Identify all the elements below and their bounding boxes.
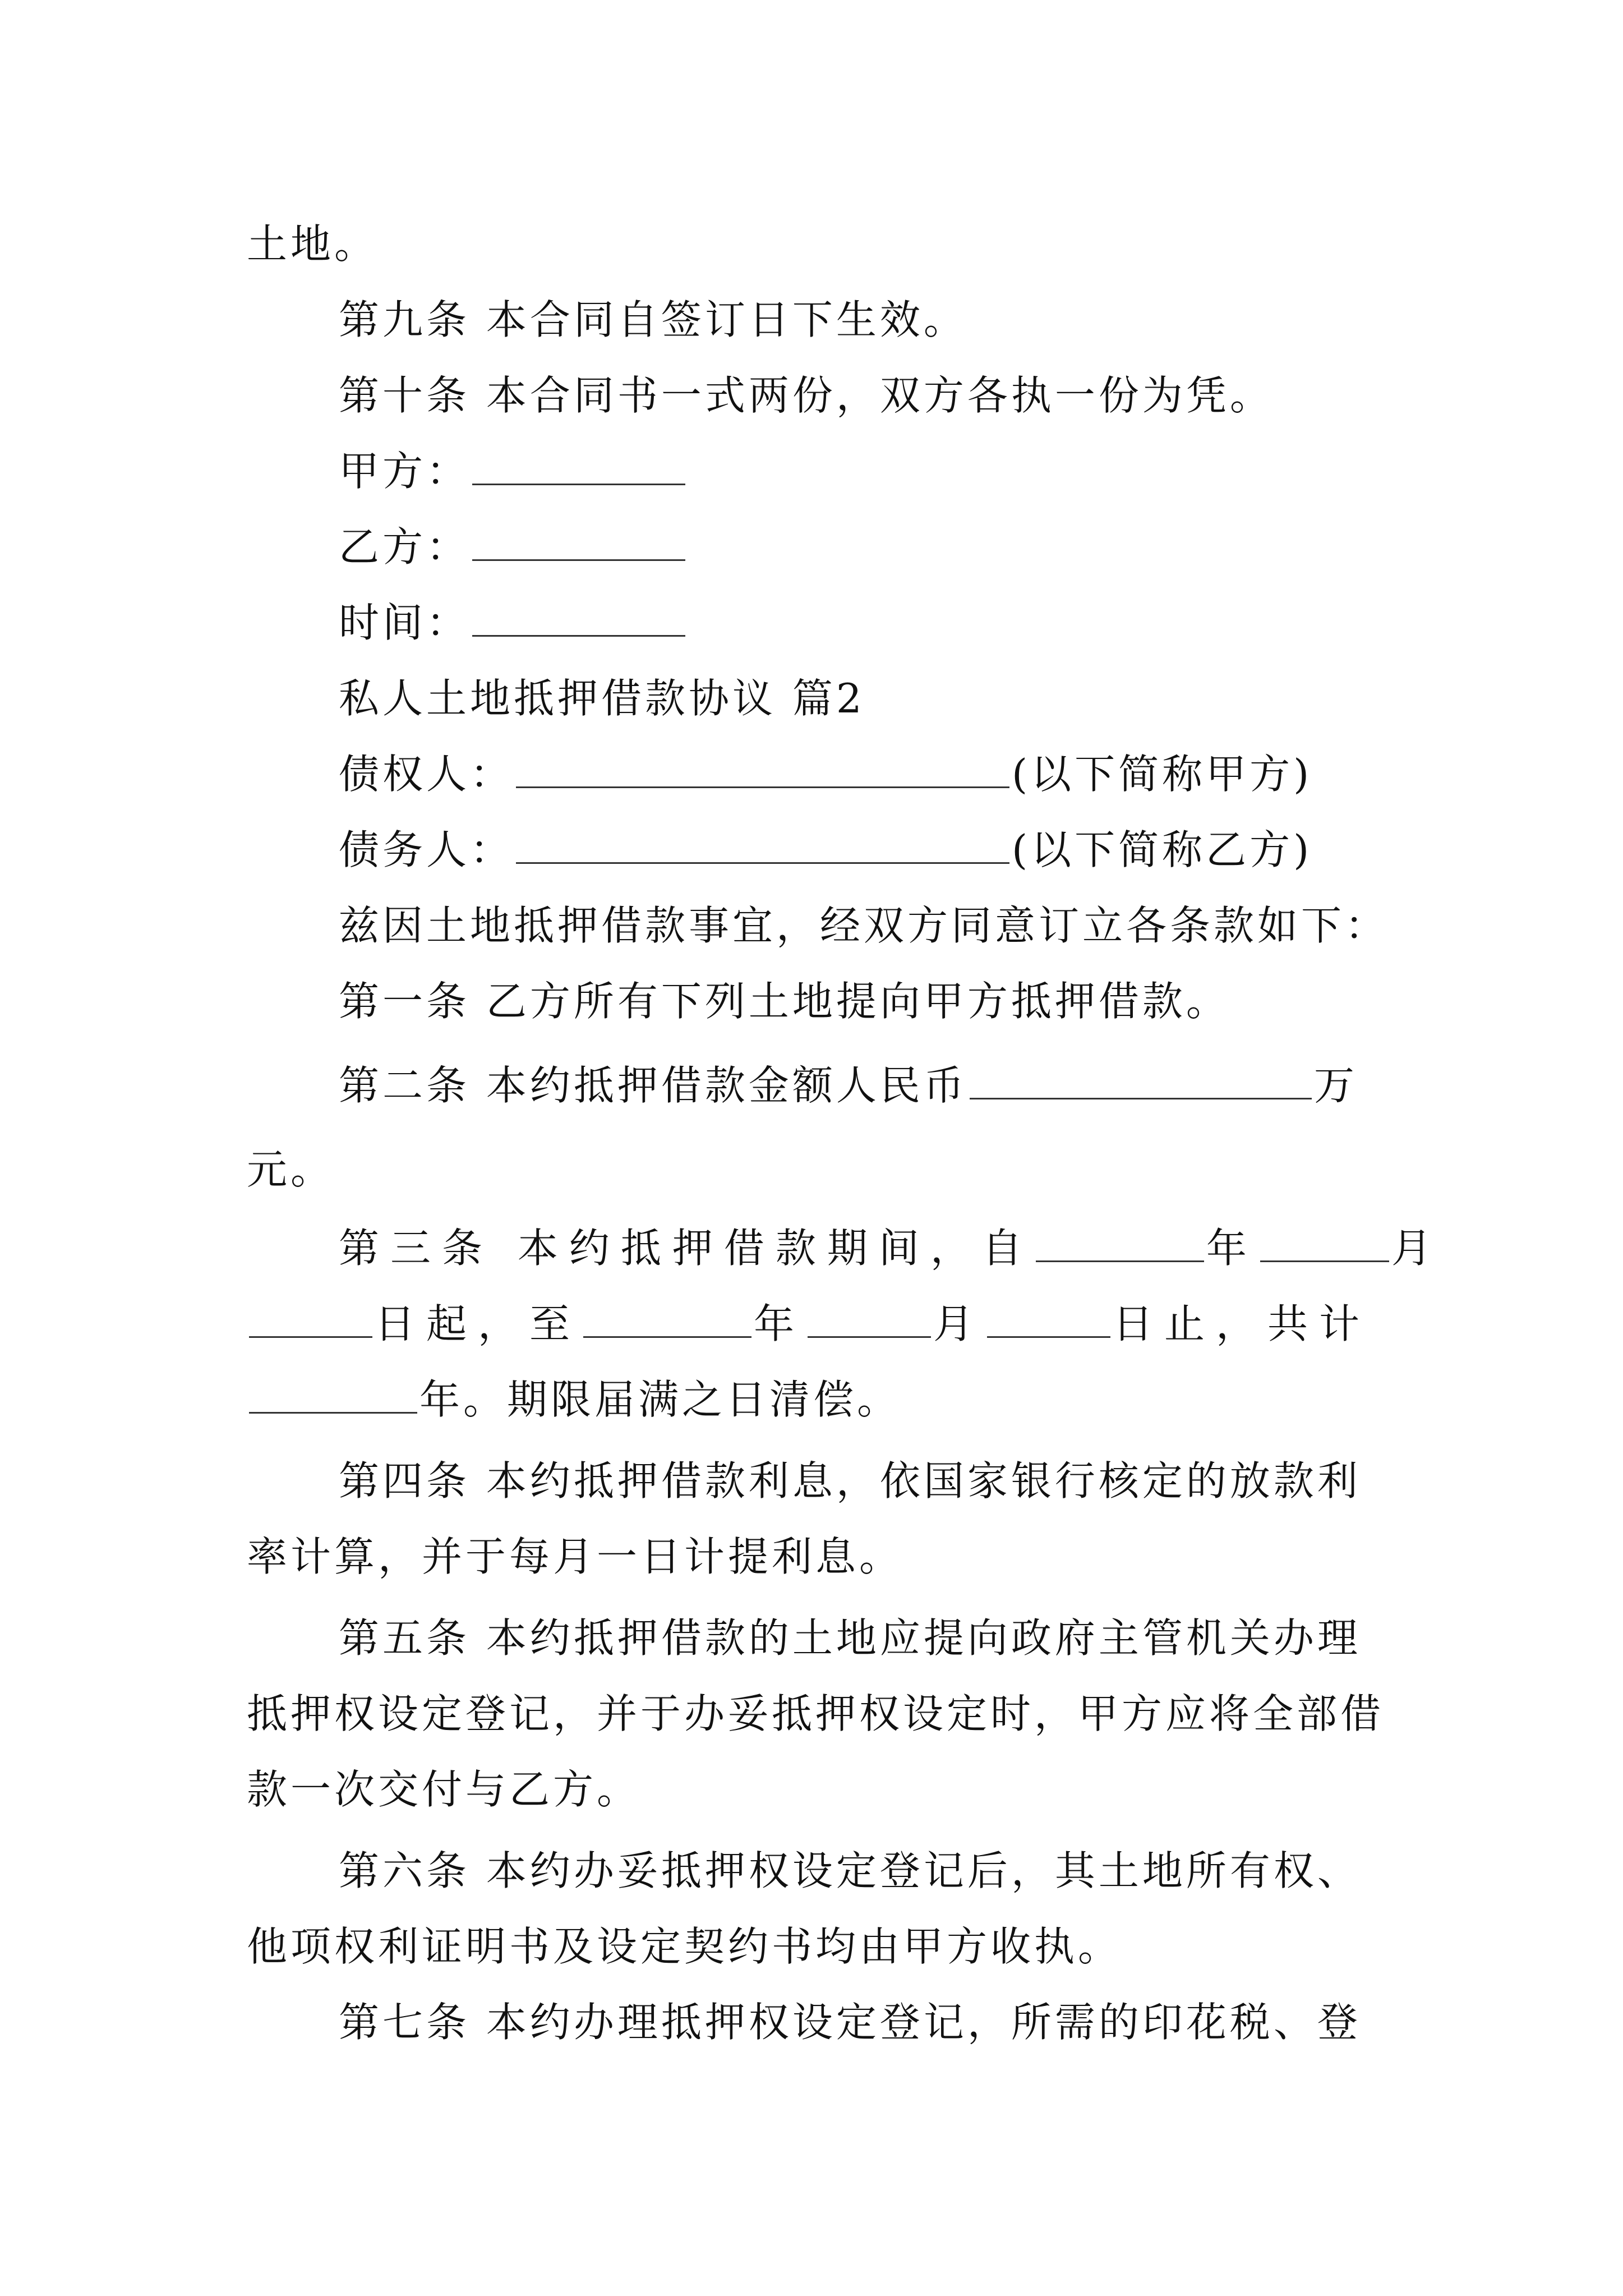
text-segment: 第四条 本约抵押借款利息，依国家银行核定的放款利 <box>339 1457 1361 1504</box>
date-label: 时间： <box>339 599 471 646</box>
article-5 <box>339 1610 1399 1666</box>
text-segment: 第三条 本约抵押借款期间，自 <box>339 1225 1034 1272</box>
start-day-blank <box>249 1300 372 1338</box>
text-segment: 第七条 本约办理抵押权设定登记，所需的印花税、登 <box>339 1999 1361 2046</box>
date-blank <box>472 599 685 637</box>
text-segment: 兹因土地抵押借款事宜，经双方同意订立各条款如下： <box>339 902 1389 949</box>
text-segment: 年 <box>1206 1225 1258 1272</box>
debtor-label: 债务人： <box>339 826 514 873</box>
start-year-blank <box>1036 1225 1204 1262</box>
text-segment: 第六条 本约办妥抵押权设定登记后，其土地所有权、 <box>339 1847 1361 1894</box>
text-segment: 第二条 本约抵押借款金额人民币 <box>339 1062 967 1109</box>
total-years-blank <box>249 1376 417 1414</box>
debtor-note: (以下简称乙方) <box>1012 826 1313 873</box>
text-segment: 年。期限届满之日清偿。 <box>419 1376 901 1423</box>
party-a-blank <box>472 448 685 485</box>
text-segment: 月 <box>933 1300 985 1347</box>
text-segment: 万 <box>1313 1062 1358 1109</box>
article-1 <box>339 973 1399 1029</box>
text-segment: 第一条 乙方所有下列土地提向甲方抵押借款。 <box>339 978 1230 1025</box>
article-3-continued <box>247 1296 1399 1352</box>
article-4 <box>339 1453 1399 1509</box>
text-line <box>247 1529 1399 1585</box>
date-signature-line <box>339 595 1399 651</box>
text-segment: 土地。 <box>247 220 379 268</box>
text-segment: 元。 <box>247 1146 335 1193</box>
creditor-blank <box>516 751 1009 788</box>
text-line <box>247 216 1399 272</box>
end-month-blank <box>808 1300 931 1338</box>
party-a-signature-line <box>339 443 1399 499</box>
end-day-blank <box>987 1300 1110 1338</box>
section-title-text: 私人土地抵押借款协议 篇2 <box>339 675 865 722</box>
article-2 <box>339 1057 1399 1114</box>
preamble <box>339 898 1399 954</box>
article-9 <box>339 292 1399 348</box>
debtor-blank <box>516 826 1009 864</box>
text-line <box>247 1761 1399 1818</box>
article-3-end <box>247 1372 1399 1428</box>
party-b-blank <box>472 523 685 561</box>
article-6 <box>339 1843 1399 1899</box>
creditor-line <box>339 746 1399 802</box>
creditor-note: (以下简称甲方) <box>1012 751 1313 798</box>
amount-blank <box>970 1062 1312 1099</box>
text-segment: 款一次交付与乙方。 <box>247 1766 641 1813</box>
start-month-blank <box>1260 1225 1389 1262</box>
text-segment: 日起，至 <box>375 1300 582 1347</box>
party-b-signature-line <box>339 519 1399 575</box>
text-segment: 他项权利证明书及设定契约书均由甲方收执。 <box>247 1923 1122 1970</box>
section-title <box>339 670 1399 726</box>
text-segment: 第五条 本约抵押借款的土地应提向政府主管机关办理 <box>339 1614 1361 1662</box>
text-line <box>247 1142 1399 1198</box>
end-year-blank <box>583 1300 751 1338</box>
party-b-label: 乙方： <box>339 523 471 570</box>
party-a-label: 甲方： <box>339 448 471 495</box>
text-segment: 第九条 本合同自签订日下生效。 <box>339 296 967 343</box>
text-segment: 日止，共计 <box>1113 1300 1371 1347</box>
text-segment: 月 <box>1391 1225 1443 1272</box>
article-3 <box>339 1220 1443 1276</box>
text-line <box>247 1686 1399 1742</box>
text-segment: 第十条 本合同书一式两份，双方各执一份为凭。 <box>339 372 1274 419</box>
article-10 <box>339 367 1399 424</box>
creditor-label: 债权人： <box>339 751 514 798</box>
article-7 <box>339 1994 1399 2050</box>
text-segment: 抵押权设定登记，并于办妥抵押权设定时，甲方应将全部借 <box>247 1690 1385 1737</box>
debtor-line <box>339 822 1399 878</box>
text-segment: 率计算，并于每月一日计提利息。 <box>247 1533 903 1580</box>
text-line <box>247 1918 1399 1975</box>
text-segment: 年 <box>754 1300 806 1347</box>
